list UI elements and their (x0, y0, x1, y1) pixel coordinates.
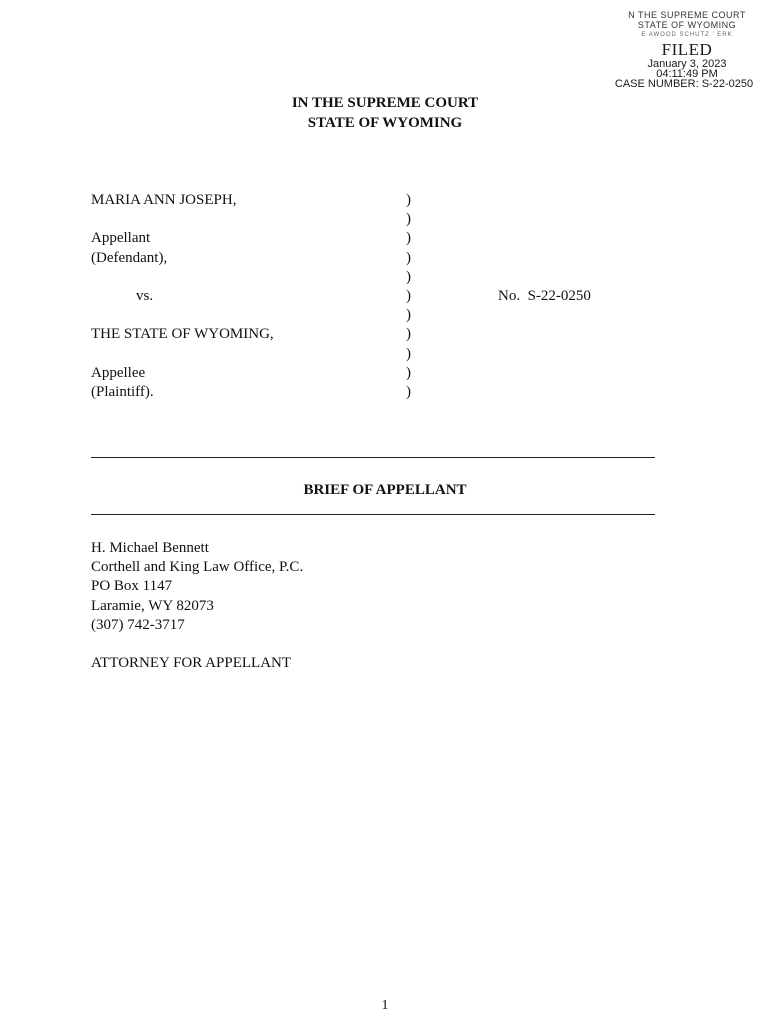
stamp-date: January 3, 2023 (647, 58, 727, 70)
caption-separator: ) (406, 326, 411, 343)
appellant-role: Appellant (91, 230, 151, 247)
caption-separator: ) (406, 230, 411, 247)
caption-separator: ) (406, 383, 411, 400)
divider-bottom (91, 514, 655, 515)
caption-separator: ) (406, 192, 411, 208)
court-heading-line2: STATE OF WYOMING (307, 115, 463, 131)
stamp-state-line: STATE OF WYOMING (637, 20, 737, 30)
case-caption-parties (91, 191, 274, 402)
caption-separator: ) (406, 211, 411, 228)
case-number: No. S-22-0250 (498, 288, 591, 304)
caption-separator-column (406, 191, 411, 402)
stamp-filed-label: FILED (661, 40, 713, 59)
caption-separator: ) (406, 307, 411, 324)
caption-separator: ) (406, 364, 411, 381)
stamp-court-line: N THE SUPREME COURT (628, 10, 746, 20)
appellant-name: MARIA ANN JOSEPH, (91, 192, 237, 208)
court-heading-line1: IN THE SUPREME COURT (291, 95, 479, 111)
brief-title: BRIEF OF APPELLANT (303, 482, 467, 498)
versus-label: vs. (136, 287, 154, 304)
caption-separator: ) (406, 287, 411, 304)
attorney-phone: (307) 742-3717 (91, 616, 185, 633)
appellee-role: Appellee (91, 364, 146, 381)
caption-separator: ) (406, 268, 411, 285)
stamp-time: 04:11:49 PM (656, 68, 718, 80)
appellee-name: THE STATE OF WYOMING, (91, 326, 274, 343)
attorney-name: H. Michael Bennett (91, 540, 209, 556)
caption-separator: ) (406, 345, 411, 362)
caption-separator: ) (406, 249, 411, 266)
attorney-firm: Corthell and King Law Office, P.C. (91, 559, 304, 576)
stamp-case-number: CASE NUMBER: S-22-0250 (614, 78, 754, 90)
stamp-clerk-line: E AWOOD SCHUTZ ’ ERK (641, 32, 733, 38)
divider-top (91, 457, 655, 458)
attorney-role: ATTORNEY FOR APPELLANT (91, 655, 292, 671)
appellee-role-detail: (Plaintiff). (91, 383, 154, 400)
page-number: 1 (381, 998, 389, 1013)
attorney-city: Laramie, WY 82073 (91, 597, 214, 614)
appellant-role-detail: (Defendant), (91, 249, 168, 266)
attorney-block (91, 539, 303, 635)
attorney-po-box: PO Box 1147 (91, 578, 173, 595)
